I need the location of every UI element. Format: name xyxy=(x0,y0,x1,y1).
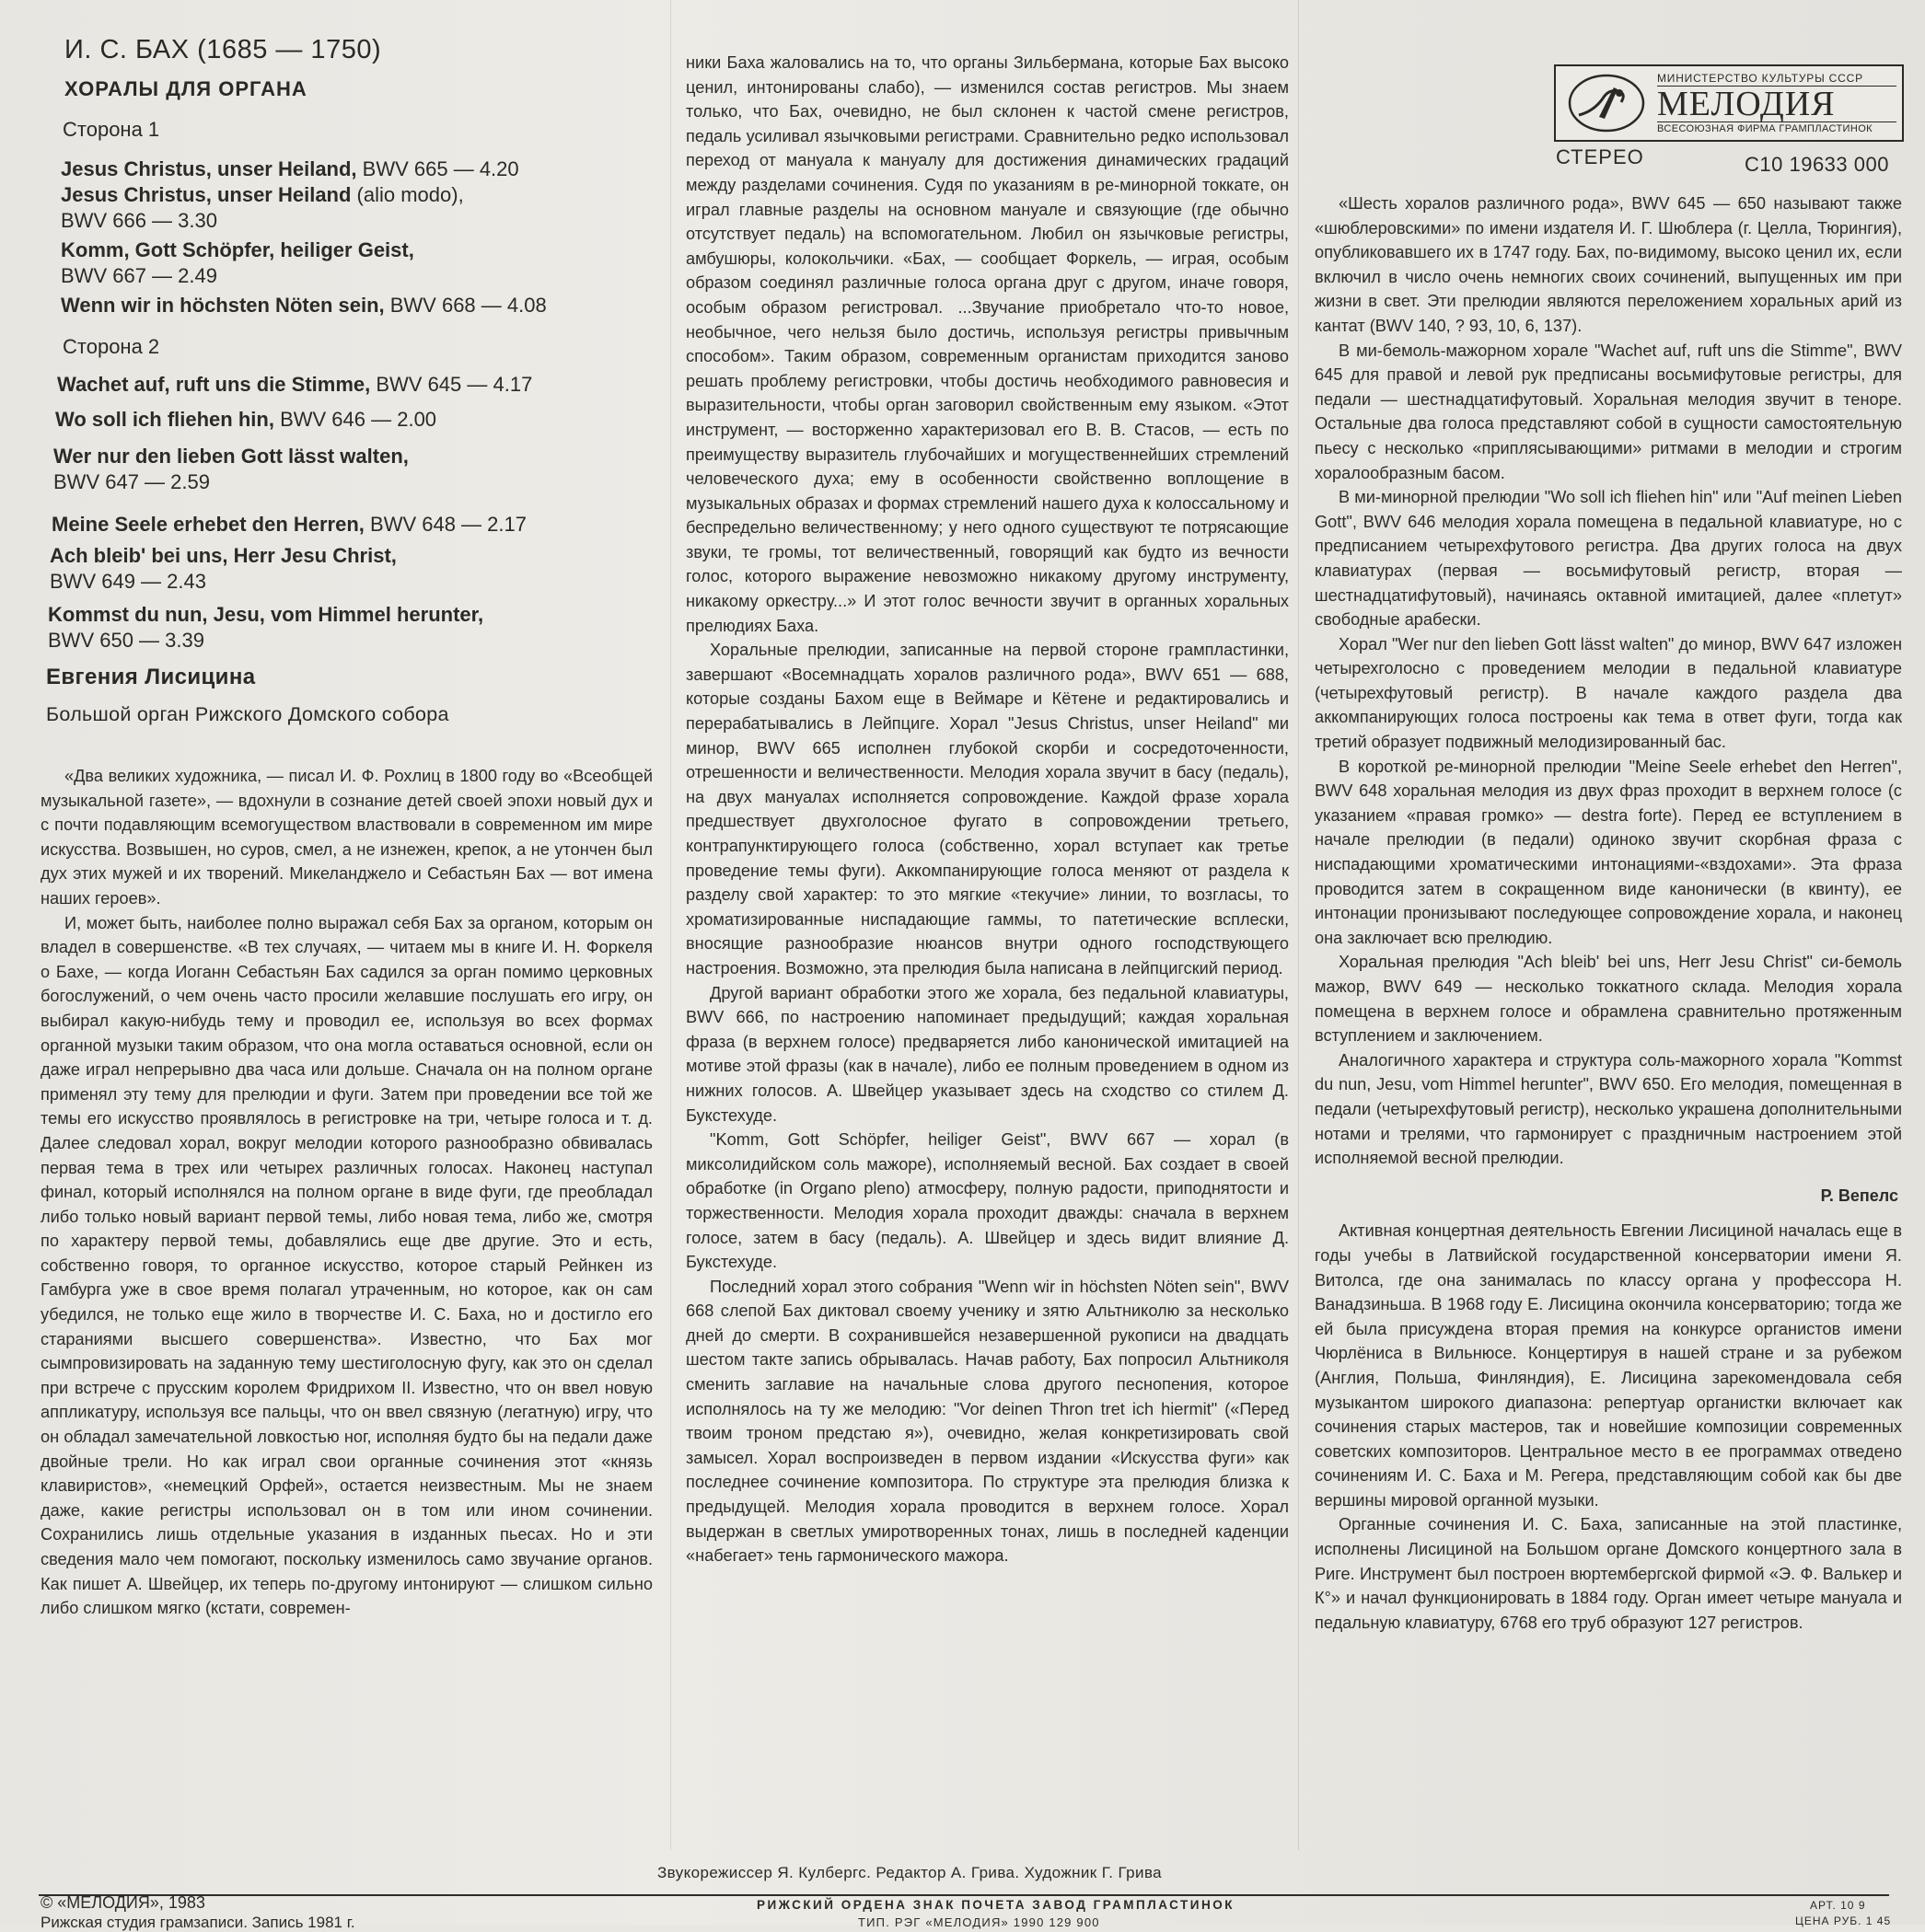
stereo-label: СТЕРЕО xyxy=(1556,145,1644,168)
liner-notes-right-column xyxy=(1315,191,1902,1635)
track-entry xyxy=(57,372,646,398)
performer-venue: Большой орган Рижского Домского собора xyxy=(46,703,449,725)
melodiya-logo-icon xyxy=(1556,66,1657,140)
melodiya-label-text xyxy=(1657,66,1902,140)
track-title: Jesus Christus, unser Heiland xyxy=(61,183,352,206)
paragraph: В короткой ре-минорной прелюдии "Meine Seele erhebet den Herren", BWV 648 хоральная мелодия из двух фраз проходит в верхнем голосе (с указанием «правая громко» — destra forte). Перед ее вступлением в начале прелюдии (в педали) одиноко звучит скорбная фраза с ниспадающими хроматическими интонациями-«вздохами». Эта фраза проводится затем в сокращенном виде канонически (в квинту), ее интонации пронизывают последующее сопровождение хорала, и наконец она заключает всю прелюдию. xyxy=(1315,757,1902,947)
ministry-text: МИНИСТЕРСТВО КУЛЬТУРЫ СССР xyxy=(1657,72,1896,87)
melodiya-label xyxy=(1554,64,1904,142)
track-title: Wer nur den lieben Gott lässt walten, xyxy=(53,445,409,468)
track-entry xyxy=(61,182,650,234)
composer-title: И. С. БАХ (1685 — 1750) xyxy=(64,35,382,64)
track-title: Meine Seele erhebet den Herren, xyxy=(52,513,365,536)
track-entry xyxy=(52,512,641,538)
liner-notes-left-column xyxy=(41,764,653,1621)
recording-studio: Рижская студия грамзаписи. Запись 1981 г. xyxy=(41,1914,355,1931)
track-title: Kommst du nun, Jesu, vom Himmel herunter, xyxy=(48,603,484,626)
track-bwv-duration: BWV 668 — 4.08 xyxy=(384,294,547,317)
track-bwv-duration: (alio modo), xyxy=(351,183,464,206)
track-bwv-duration: BWV 647 — 2.59 xyxy=(53,470,210,493)
column-divider xyxy=(670,0,671,1850)
printing-info: ТИП. РЭГ «МЕЛОДИЯ» 1990 129 900 xyxy=(858,1915,1100,1929)
paragraph: Хорал "Wer nur den lieben Gott lässt walten" до минор, BWV 647 изложен четырехголосно с проведением мелодии в педальной клавиатуре (четырехфутовый регистр). В начале каждого раздела два аккомпанирующих голоса построены как тема в ответ фуги, тогда как третий образует подвижный мелодизированный бас. xyxy=(1315,634,1902,752)
track-bwv-duration: BWV 648 — 2.17 xyxy=(364,513,527,536)
track-bwv-duration: BWV 649 — 2.43 xyxy=(50,570,206,593)
track-title: Komm, Gott Schöpfer, heiliger Geist, xyxy=(61,238,414,261)
track-bwv-duration: BWV 666 — 3.30 xyxy=(61,209,217,232)
paragraph: Последний хорал этого собрания "Wenn wir in höchsten Nöten sein", BWV 668 слепой Бах диктовал своему ученику и зятю Альтниколю за несколько дней до смерти. В сохранившейся незавершенной рукописи на двадцать шестом такте запись обрывалась. Начав работу, Бах попросил Альтниколя сменить заглавие на начальные слова другого песнопения, которое исполнялось на ту же мелодию: "Vor deinen Thron tret ich hiermit" («Перед твоим троном предстаю я»), очевидно, желая конкретизировать свой замысел. Хорал воспроизведен в первом издании «Искусства фуги» как последнее сочинение композитора. По структуре эта прелюдия близка к предыдущей. Мелодия хорала проводится в верхнем голосе. Хорал выдержан в светлых умиротворенных тонах, лишь в последней каденции «набегает» тень гармонического мажора. xyxy=(686,1277,1289,1566)
liner-notes-middle-column xyxy=(686,51,1289,1568)
track-entry xyxy=(55,407,644,433)
track-entry xyxy=(50,543,639,595)
side-1-label: Сторона 1 xyxy=(63,118,160,141)
track-title: Wenn wir in höchsten Nöten sein, xyxy=(61,294,385,317)
track-entry xyxy=(61,237,650,289)
paragraph: Аналогичного характера и структура соль-мажорного хорала "Kommst du nun, Jesu, vom Himmel herunter", BWV 650. Его мелодия, помещенная в педали (четырехфутовый регистр), несколько украшена дополнительными нотами и трелями, что гармонирует с праздничным настроением этой исполняемой весной прелюдии. xyxy=(1315,1050,1902,1168)
paragraph: «Два великих художника, — писал И. Ф. Рохлиц в 1800 году во «Всеобщей музыкальной газете», — вдохнули в сознание детей своей эпохи новый дух и с почти подавляющим всемогуществом властвовали в современном им мире искусства. Возвышен, но суров, смел, а не изнежен, крепок, а не утончен был дух этих мужей и их творений. Микеланджело и Себастьян Бах — вот имена наших героев». xyxy=(41,767,653,908)
track-title: Wachet auf, ruft uns die Stimme, xyxy=(57,373,371,396)
paragraph: ники Баха жаловались на то, что органы Зильбермана, которые Бах высоко ценил, интонированы слабо), — изменился состав регистров. Мы знаем только, что Бах, очевидно, не был склонен к частой смене регистров, педаль усиливал язычковыми регистрами. Сравнительно редко использовал переход от мануала к мануалу для достижения динамических градаций между разделами сочинения. Судя по указаниям в ре-минорной токкате, он играл главные разделы на основном мануале и связующие (где обычно отсутствует педаль) на вспомогательном. Любил он язычковые регистры, амбушюры, колокольчики. «Бах, — сообщает Форкель, — играя, особым образом соединял различные голоса органа друг с другом, иначе говоря, особым образом регистровал. ...Звучание приобретало что-то новое, необычное, чего нельзя было достичь, используя регистры привычным способом». Таким образом, современным органистам приходится заново решать проблему регистровки, чтобы достичь необходимого равновесия и выразительности, чтобы орган заговорил свойственным ему языком. «Этот инструмент, — восторженно характеризовал его В. В. Стасов, — есть по преимуществу выразитель глубочайших и могущественнейших стремлений человеческого духа; ему в особенности свойственно воплощение в музыкальных образах и формах стремлений нашего духа к колоссальному и беспредельно величественному; у него одного существуют те потрясающие звуки, те громы, тот величественный, говорящий как будто из вечности голос, которого выражение невозможно никакому другому инструменту, никакому оркестру...» И этот голос вечности звучит в органных хоральных прелюдиях Баха. xyxy=(686,53,1289,635)
article-code: АРТ. 10 9 xyxy=(1810,1899,1866,1912)
paragraph: В ми-минорной прелюдии "Wo soll ich fliehen hin" или "Auf meinen Lieben Gott", BWV 646 мелодия хорала помещена в педальной клавиатуре, но с предписанием четырехфутового регистра. Два других голоса на двух клавиатурах (первая — восьмифутовый регистр, вторая — шестнадцатифутовый), начинаясь октавной имитацией, далее «плетут» свободные арабески. xyxy=(1315,488,1902,630)
footer-divider xyxy=(39,1894,1889,1896)
brand-name: МЕЛОДИЯ xyxy=(1657,85,1836,123)
track-bwv-duration: BWV 650 — 3.39 xyxy=(48,629,204,652)
paragraph: "Komm, Gott Schöpfer, heiliger Geist", BWV 667 — хорал (в миксолидийском соль мажоре), исполняемый весной. Бах создает в своей обработке (in Organo pleno) атмосферу, полную радости, приподнятости и торжественности. Мелодия хорала проходит дважды: сначала в верхнем голосе, затем в басу (педаль). А. Швейцер и здесь видит влияние Д. Букстехуде. xyxy=(686,1130,1289,1272)
track-entry xyxy=(53,444,643,495)
paragraph: Активная концертная деятельность Евгении Лисициной началась еще в годы учебы в Латвийской государственной консерватории имени Я. Витолса, где она занималась по классу органа у профессора Н. Ванадзиньша. В 1968 году Е. Лисицина окончила консерваторию; тогда же ей была присуждена вторая премия на конкурсе органистов имени Чюрлёниса в Вильнюсе. Концертируя в нашей стране и за рубежом (Англия, Польша, Финляндия), Е. Лисицина зарекомендовала себя музыкантом широкого диапазона: репертуар органистки включает как сочинения старых мастеров, так и новейшие композиции современных советских композиторов. Центральное место в ее программах отведено сочинениям И. С. Баха и М. Регера, представляющим собой как бы две вершины мировой органной музыки. xyxy=(1315,1221,1902,1510)
notes-author-signature: Р. Вепелс xyxy=(1820,1186,1898,1205)
track-bwv-duration: BWV 665 — 4.20 xyxy=(356,157,519,180)
paragraph: Хоральная прелюдия "Ach bleib' bei uns, Herr Jesu Christ" си-бемоль мажор, BWV 649 — несколько токкатного склада. Мелодия хорала помещена в верхнем голосе и обрамлена сравнительно протяженным вступлением и заключением. xyxy=(1315,953,1902,1046)
catalog-number: С10 19633 000 xyxy=(1745,153,1889,176)
column-divider xyxy=(1298,0,1299,1850)
production-credits: Звукорежиссер Я. Кулбергс. Редактор А. Грива. Художник Г. Грива xyxy=(657,1864,1163,1881)
track-bwv-duration: BWV 646 — 2.00 xyxy=(273,408,437,431)
track-title: Jesus Christus, unser Heiland, xyxy=(61,157,357,180)
paragraph: Органные сочинения И. С. Баха, записанные на этой пластинке, исполнены Лисициной на Большом органе Домского концертного зала в Риге. Инструмент был построен вюртембергской фирмой «Э. Ф. Валькер и К°» и начал функционировать в 1884 году. Орган имеет четыре мануала и педальную клавиатуру, 6768 его труб образуют 127 регистров. xyxy=(1315,1515,1902,1632)
track-bwv-duration: BWV 667 — 2.49 xyxy=(61,264,217,287)
track-bwv-duration: BWV 645 — 4.17 xyxy=(370,373,533,396)
copyright: © «МЕЛОДИЯ», 1983 xyxy=(41,1893,205,1912)
price: ЦЕНА РУБ. 1 45 xyxy=(1795,1915,1892,1927)
paragraph: В ми-бемоль-мажорном хорале "Wachet auf, ruft uns die Stimme", BWV 645 для правой и левой рук предписаны восьмифутовые регистры, для педали — шестнадцатифутовый. Хоральная мелодия звучит в теноре. Остальные два голоса представляют собой в сущности самостоятельную пьесу с несколько «приплясывающими» ритмами в мелодии и строгим хоралообразным басом. xyxy=(1315,341,1902,482)
paragraph: И, может быть, наиболее полно выражал себя Бах за органом, которым он владел в совершенстве. «В тех случаях, — читаем мы в книге И. Н. Форкеля о Бахе, — когда Иоганн Себастьян Бах садился за орган помимо церковных богослужений, о чем очень часто просили желавшие послушать его игру, он выбирал какую-нибудь тему и проводил ее, используя во всех формах органной музыки таким образом, что она могла оставаться основной, если он даже играл непрерывно два часа или дольше. Сначала он на полном органе применял эту тему для прелюдии и фуги. Затем при проведении все той же темы его искусство проявлялось в регистровке на три, четыре голоса и т. д. Далее следовал хорал, вокруг мелодии которого разнообразно обвивалась первая тема в трех или четырех различных голосах. Наконец наступал финал, который исполнялся на полном органе в виде фуги, где преобладал либо только новый вариант первой темы, либо новая тема, либо же, смотря по характеру первой темы, добавлялись еще две другие. Это и есть, собственно говоря, то органное искусство, которое старый Рейнкен из Гамбурга уже в свое время полагал утраченным, но которое, как он сам убедился, не только еще жило в творчестве И. С. Баха, но и достигло его стараниями высшего совершенства». Известно, что Бах мог сымпровизировать на заданную тему шестиголосную фугу, как это он сделал при встрече с прусским королем Фридрихом II. Известно, что он ввел новую аппликатуру, используя все пальцы, что он ввел связную (легатную) игру, что он обладал замечательной ловкостью ног, исполняя будто бы на педали даже двойные трели. Но как играл свои органные сочинения этот «князь клавиристов», «немецкий Орфей», остается неизвестным. Мы не знаем даже, какие регистры использовал он в том или ином сочинении. Сохранились лишь отдельные указания в изданных пьесах. Но и эти сведения мало чем помогают, поскольку изменилось само звучание органов. Как пишет А. Швейцер, их теперь по-другому интонируют — слишком сильно либо слишком мягко (кстати, современ- xyxy=(41,913,653,1618)
performer-name: Евгения Лисицина xyxy=(46,665,256,689)
track-entry xyxy=(48,602,637,654)
paragraph: «Шесть хоралов различного рода», BWV 645 — 650 называют также «шюблеровскими» по имени издателя И. Г. Шюблера (г. Целла, Тюрингия), опубликовавшего их в 1747 году. Бах, по-видимому, высоко ценил их, если включил в число очень немногих своих сочинений, выпущенных им при жизни в свет. Эти прелюдии являются переложением хоральных арий из кантат (BWV 140, ? 93, 10, 6, 137). xyxy=(1315,194,1902,335)
track-entry xyxy=(61,156,650,182)
pressing-plant: РИЖСКИЙ ОРДЕНА ЗНАК ПОЧЕТА ЗАВОД ГРАМПЛАСТИНОК xyxy=(757,1898,1235,1912)
paragraph: Другой вариант обработки этого же хорала, без педальной клавиатуры, BWV 666, по настроению напоминает предыдущий; каждая хоральная фраза (в верхнем голосе) предваряется либо канонической имитацией на мотиве этой фразы (как в начале), либо ее полным проведением в одном из нижних голосов. А. Швейцер указывает здесь на сходство со стилем Д. Букстехуде. xyxy=(686,983,1289,1125)
paragraph: Хоральные прелюдии, записанные на первой стороне грампластинки, завершают «Восемнадцать хоралов различного рода», BWV 651 — 688, которые созданы Бахом еще в Веймаре и Кётене и редактировались и перерабатывались в Лейпциге. Хорал "Jesus Christus, unser Heiland" ми минор, BWV 665 исполнен глубокой скорби и сосредоточенности, отрешенности и величественности. Мелодия хорала звучит в басу (педаль), на двух мануалах исполняется сопровождение. Каждой фразе хорала предшествует двухголосное фугато в сопровождении третьего, контрапунктирующего голоса (собственно, хорал вступает как третье проведение темы фуги). Аккомпанирующие голоса меняют от раздела к разделу свой характер: то это мягкие «текучие» линии, то возгласы, то хроматизированные ниспадающие гаммы, то патетические всплески, вносящие разнообразие нюансов внутри одного господствующего настроения. Возможно, эта прелюдия была написана в лейпцигский период. xyxy=(686,641,1289,978)
side-2-label: Сторона 2 xyxy=(63,335,160,358)
track-title: Wo soll ich fliehen hin, xyxy=(55,408,274,431)
track-title: Ach bleib' bei uns, Herr Jesu Christ, xyxy=(50,544,397,567)
album-title: ХОРАЛЫ ДЛЯ ОРГАНА xyxy=(64,77,307,100)
firm-text: ВСЕСОЮЗНАЯ ФИРМА ГРАМПЛАСТИНОК xyxy=(1657,121,1896,134)
track-entry xyxy=(61,293,650,318)
